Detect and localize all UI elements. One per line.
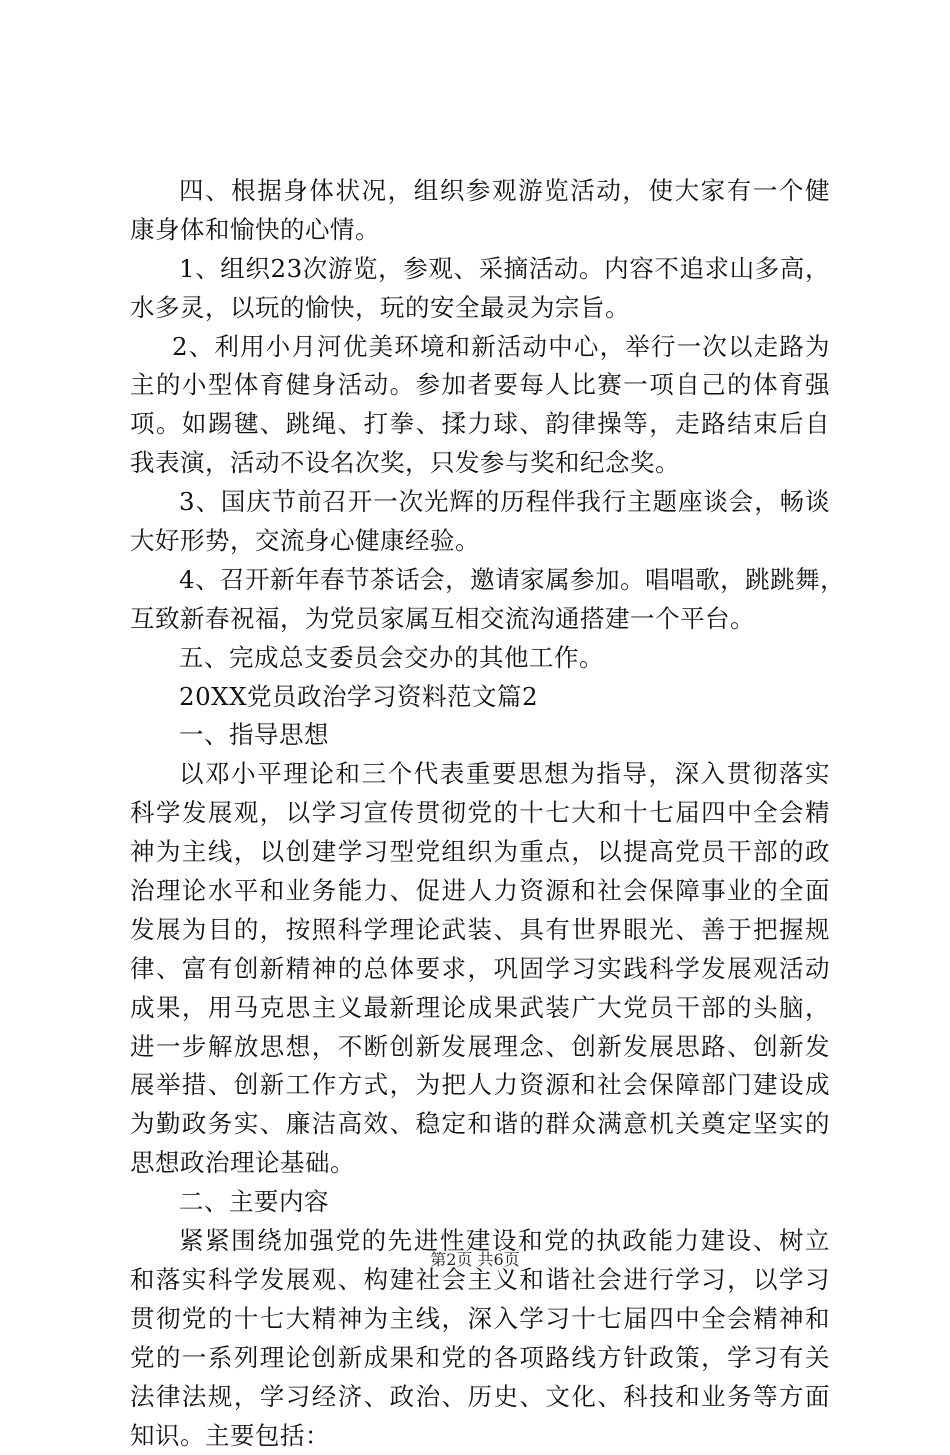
text-line: 大好形势，交流身心健康经验。: [130, 522, 830, 561]
text-line: 成果，用马克思主义最新理论成果武装广大党员干部的头脑，: [130, 989, 830, 1028]
text-line: 3、国庆节前召开一次光辉的历程伴我行主题座谈会，畅谈: [130, 483, 830, 522]
text-line: 4、召开新年春节茶话会，邀请家属参加。唱唱歌，跳跳舞，: [130, 561, 830, 600]
section-title: 20XX党员政治学习资料范文篇2: [130, 678, 830, 717]
text-line: 治理论水平和业务能力、促进人力资源和社会保障事业的全面: [130, 872, 830, 911]
text-line: 和落实科学发展观、构建社会主义和谐社会进行学习，以学习: [130, 1261, 830, 1300]
text-line: 思想政治理论基础。: [130, 1144, 830, 1183]
text-line: 我表演，活动不设名次奖，只发参与奖和纪念奖。: [130, 444, 830, 483]
text-line: 贯彻党的十七大精神为主线，深入学习十七届四中全会精神和: [130, 1300, 830, 1339]
text-line: 进一步解放思想，不断创新发展理念、创新发展思路、创新发: [130, 1028, 830, 1067]
text-line: 2、利用小月河优美环境和新活动中心，举行一次以走路为: [130, 328, 830, 367]
text-line: 法律法规，学习经济、政治、历史、文化、科技和业务等方面: [130, 1378, 830, 1417]
text-line: 神为主线，以创建学习型党组织为重点，以提高党员干部的政: [130, 833, 830, 872]
text-line: 水多灵，以玩的愉快，玩的安全最灵为宗旨。: [130, 289, 830, 328]
text-line: 知识。主要包括：: [130, 1417, 830, 1455]
text-line: 四、根据身体状况，组织参观游览活动，使大家有一个健: [130, 172, 830, 211]
text-line: 展举措、创新工作方式，为把人力资源和社会保障部门建设成: [130, 1066, 830, 1105]
section-heading: 二、主要内容: [130, 1183, 830, 1222]
text-line: 康身体和愉快的心情。: [130, 211, 830, 250]
text-line: 以邓小平理论和三个代表重要思想为指导，深入贯彻落实: [130, 755, 830, 794]
text-line: 党的一系列理论创新成果和党的各项路线方针政策，学习有关: [130, 1339, 830, 1378]
page-number: 第2页 共6页: [0, 1247, 950, 1270]
text-line: 互致新春祝福，为党员家属互相交流沟通搭建一个平台。: [130, 600, 830, 639]
text-line: 1、组织23次游览，参观、采摘活动。内容不追求山多高，: [130, 250, 830, 289]
text-line: 律、富有创新精神的总体要求，巩固学习实践科学发展观活动: [130, 950, 830, 989]
section-heading: 一、指导思想: [130, 716, 830, 755]
text-line: 项。如踢毽、跳绳、打拳、揉力球、韵律操等，走路结束后自: [130, 405, 830, 444]
text-line: 紧紧围绕加强党的先进性建设和党的执政能力建设、树立: [130, 1222, 830, 1261]
text-line: 为勤政务实、廉洁高效、稳定和谐的群众满意机关奠定坚实的: [130, 1105, 830, 1144]
text-line: 科学发展观，以学习宣传贯彻党的十七大和十七届四中全会精: [130, 794, 830, 833]
text-line: 发展为目的，按照科学理论武装、具有世界眼光、善于把握规: [130, 911, 830, 950]
text-line: 五、完成总支委员会交办的其他工作。: [130, 639, 830, 678]
text-line: 主的小型体育健身活动。参加者要每人比赛一项自己的体育强: [130, 366, 830, 405]
